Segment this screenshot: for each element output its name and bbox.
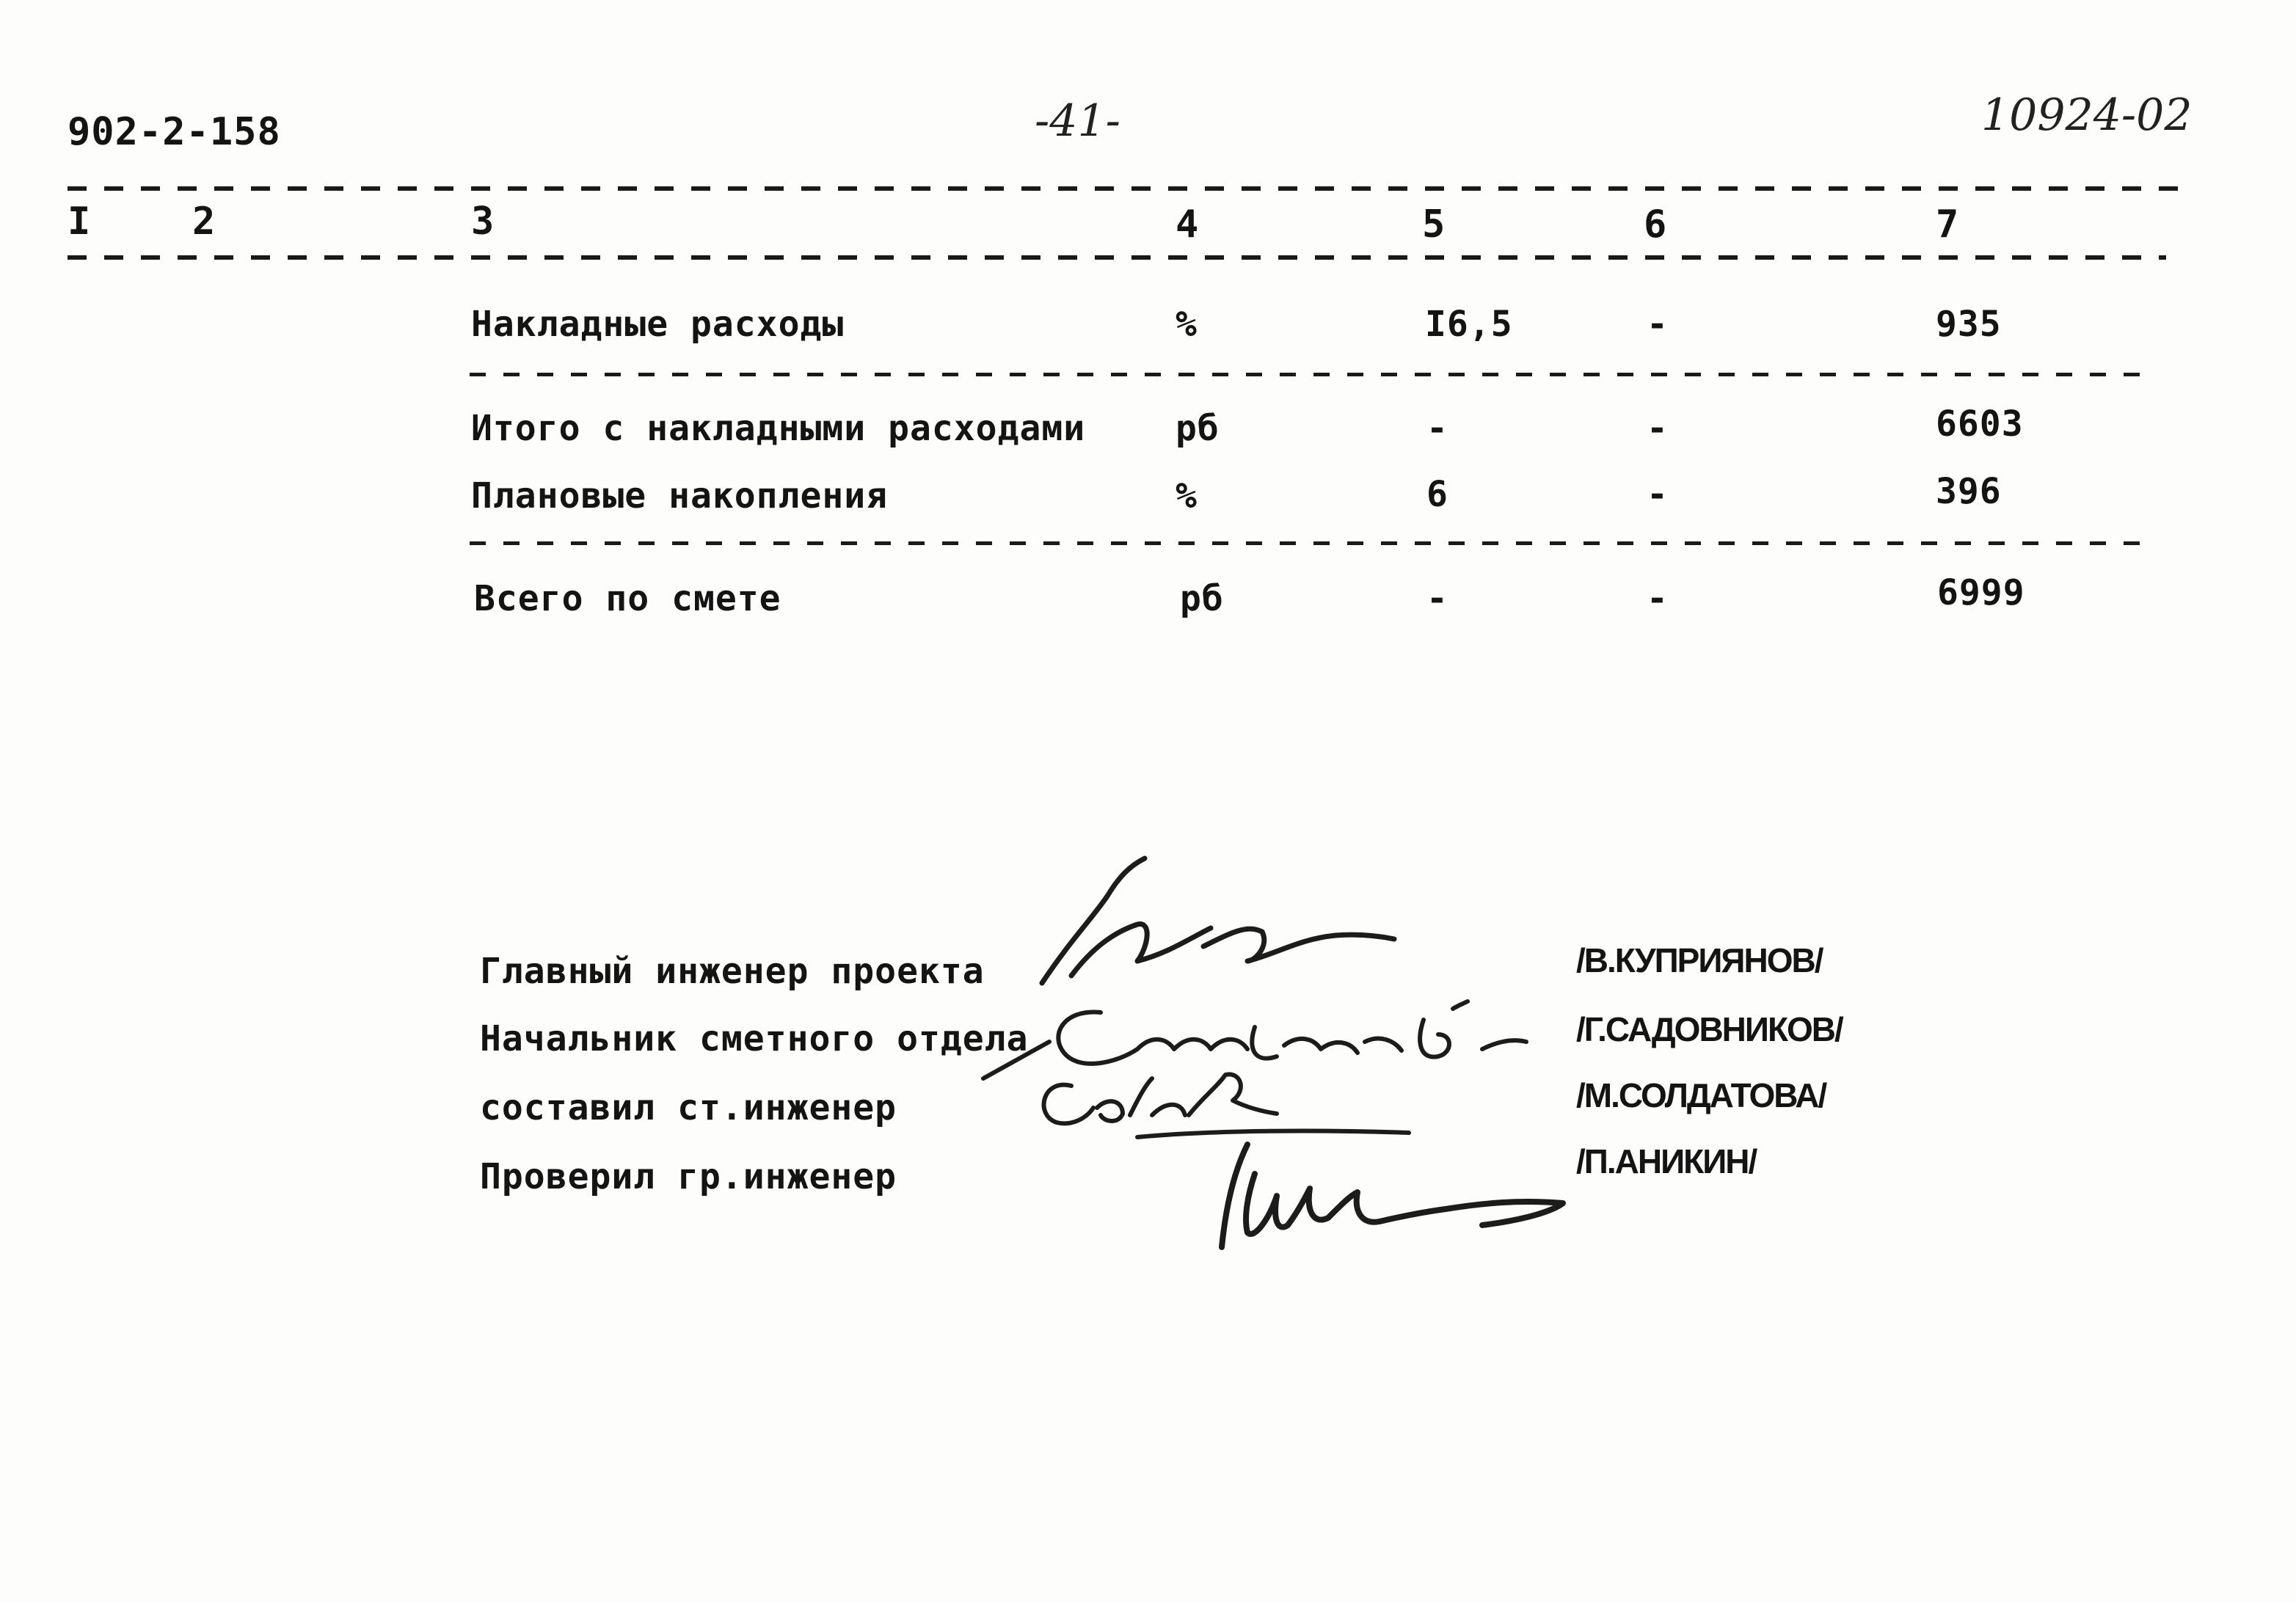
row-total: 6603	[1936, 404, 2024, 445]
column-number-3: 3	[471, 200, 495, 244]
row-rate: -	[1426, 408, 1448, 449]
row-name: Плановые накопления	[471, 475, 889, 516]
row-col6: -	[1647, 408, 1669, 449]
row-col6: -	[1647, 578, 1669, 619]
doc-code: 902-2-158	[68, 110, 281, 154]
row-separator	[470, 373, 2150, 376]
row-col6: -	[1647, 474, 1669, 515]
column-number-7: 7	[1936, 202, 1960, 247]
signature-name: /Г.САДОВНИКОВ/	[1576, 1010, 1843, 1048]
signature-role: Начальник сметного отдела	[480, 1018, 1029, 1059]
column-number-4: 4	[1176, 202, 1200, 247]
row-name: Всего по смете	[474, 578, 781, 619]
signature-name: /В.КУПРИЯНОВ/	[1576, 941, 1823, 979]
row-rate: -	[1426, 578, 1448, 619]
header-bottom-rule	[68, 255, 2166, 260]
signature-role: Главный инженер проекта	[480, 951, 985, 992]
row-unit: рб	[1180, 578, 1224, 619]
row-unit: %	[1176, 475, 1198, 516]
header-top-rule	[68, 186, 2195, 191]
row-name: Итого с накладными расходами	[471, 408, 1086, 449]
column-number-6: 6	[1644, 202, 1668, 247]
row-total: 935	[1936, 304, 2002, 345]
row-name: Накладные расходы	[471, 304, 845, 345]
row-col6: -	[1647, 304, 1669, 345]
archive-number: 10924-02	[1981, 90, 2193, 141]
signature-anikin-handwriting	[1203, 1130, 1600, 1262]
signature-name: /М.СОЛДАТОВА/	[1576, 1076, 1826, 1114]
row-total: 396	[1936, 471, 2002, 512]
row-total: 6999	[1937, 572, 2025, 613]
row-rate: I6,5	[1425, 304, 1513, 345]
signature-role: составил ст.инженер	[480, 1087, 897, 1128]
row-unit: рб	[1176, 408, 1220, 449]
column-number-1: I	[68, 200, 92, 244]
page-number: -41-	[1035, 95, 1120, 147]
column-number-2: 2	[192, 200, 216, 244]
signature-kupriyanov-handwriting	[1027, 851, 1409, 998]
row-rate: 6	[1426, 474, 1448, 515]
row-separator	[470, 541, 2143, 545]
row-unit: %	[1176, 304, 1198, 345]
signature-name: /П.АНИКИН/	[1576, 1142, 1757, 1180]
signature-role: Проверил гр.инженер	[480, 1156, 897, 1197]
column-number-5: 5	[1422, 202, 1446, 247]
